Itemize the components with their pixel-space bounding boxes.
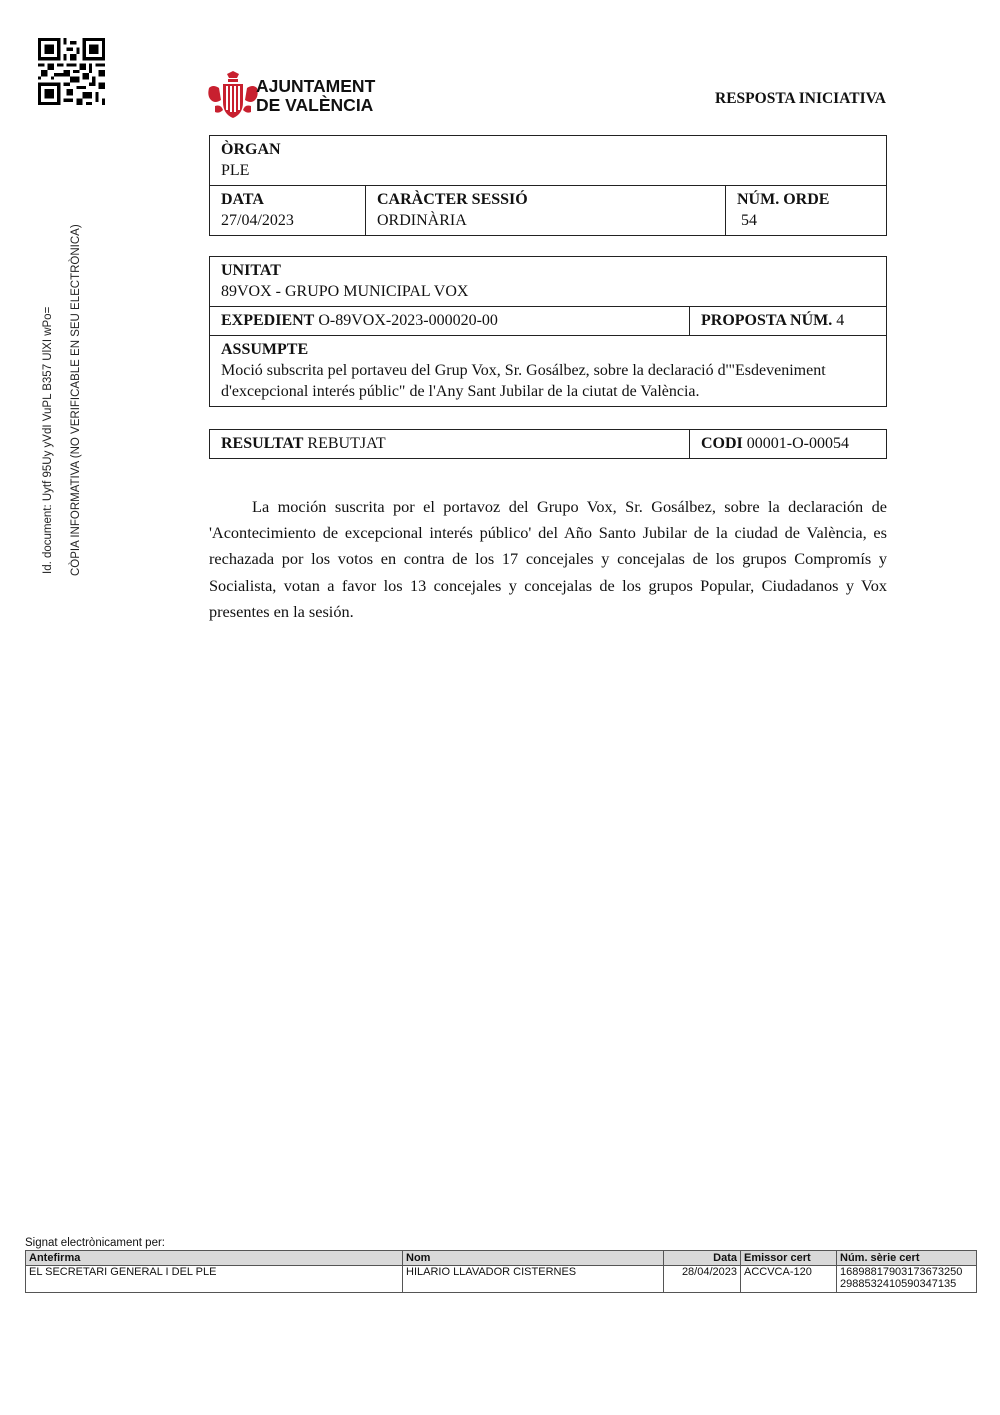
session-table	[209, 135, 887, 236]
expedient-label: EXPEDIENT	[221, 312, 315, 329]
order-cell	[726, 186, 887, 236]
date-value: 27/04/2023	[221, 212, 294, 229]
signer-name: HILARIO LLAVADOR CISTERNES	[403, 1266, 664, 1293]
signature-table	[25, 1250, 977, 1293]
date-cell	[210, 186, 366, 236]
character-cell	[366, 186, 726, 236]
result-table	[209, 429, 887, 459]
code-label: CODI	[701, 435, 743, 452]
document-id-vertical: Id. document: Uytf 95Uy yVdI VuPL B357 UlXI wPo=	[42, 306, 54, 574]
code-cell	[690, 430, 887, 459]
signature-caption: Signat electrònicament per:	[25, 1237, 165, 1249]
header-nom: Nom	[403, 1251, 664, 1266]
proposal-number-value: 4	[836, 312, 845, 329]
qr-code	[38, 38, 105, 105]
subject-value: Moció subscrita pel portaveu del Grup Vox, Sr. Gosálbez, sobre la declaració d'"Esdeveniment d'excepcional interés públic" de l'Any Sant Jubilar de la ciutat de València.	[221, 362, 826, 400]
expedient-value: O-89VOX-2023-000020-00	[318, 312, 498, 329]
subject-cell	[210, 336, 887, 407]
date-label: DATA	[221, 191, 264, 208]
subject-label: ASSUMPTE	[221, 341, 309, 358]
signature-header-row	[26, 1251, 977, 1266]
certificate-serial-line1: 16898817903173673250	[840, 1266, 963, 1278]
body-paragraph: La moción suscrita por el portavoz del Grupo Vox, Sr. Gosálbez, sobre la declaración de 'Acontecimiento de excepcional interés público' del Año Santo Jubilar de la ciudad de València, es rechazada por los votos en contra de los 17 concejales y concejalas de los grupos Compromís y Socialista, votan a favor los 13 concejales y concejalas de los grupos Popular, Ciudadanos y Vox presentes en la sesión.	[209, 497, 887, 621]
code-value: 00001-O-00054	[746, 435, 849, 452]
header-serie: Núm. sèrie cert	[837, 1251, 977, 1266]
order-label: NÚM. ORDE	[737, 191, 830, 208]
header-data: Data	[664, 1251, 741, 1266]
signer-antefirma: EL SECRETARI GENERAL I DEL PLE	[26, 1266, 403, 1293]
expedient-cell	[210, 307, 690, 336]
proposal-number-label: PROPOSTA NÚM.	[701, 312, 833, 329]
document-title: RESPOSTA INICIATIVA	[715, 90, 886, 107]
unit-value: 89VOX - GRUPO MUNICIPAL VOX	[221, 283, 469, 300]
ajuntament-logo-text	[256, 77, 375, 115]
order-value: 54	[741, 212, 757, 229]
proposal-number-cell	[690, 307, 887, 336]
logo-line1: AJUNTAMENT	[256, 76, 376, 96]
result-cell	[210, 430, 690, 459]
character-label: CARÀCTER SESSIÓ	[377, 191, 528, 208]
header-antefirma: Antefirma	[26, 1251, 403, 1266]
result-label: RESULTAT	[221, 435, 304, 452]
header-emissor: Emissor cert	[741, 1251, 837, 1266]
proposal-table	[209, 256, 887, 407]
unit-cell	[210, 257, 887, 307]
certificate-serial-line2: 2988532410590347135	[840, 1278, 957, 1290]
logo-line2: DE VALÈNCIA	[256, 95, 374, 115]
certificate-serial	[837, 1266, 977, 1293]
organ-value: PLE	[221, 162, 250, 179]
character-value: ORDINÀRIA	[377, 212, 467, 229]
unit-label: UNITAT	[221, 262, 281, 279]
organ-cell	[210, 136, 887, 186]
organ-label: ÒRGAN	[221, 141, 281, 158]
table-row	[26, 1266, 977, 1293]
certificate-issuer: ACCVCA-120	[741, 1266, 837, 1293]
city-coat-of-arms-icon	[207, 70, 259, 120]
copy-note-vertical: CÒPIA INFORMATIVA (NO VERIFICABLE EN SEU ELECTRÒNICA)	[70, 224, 82, 576]
signature-date: 28/04/2023	[664, 1266, 741, 1293]
result-value: REBUTJAT	[307, 435, 386, 452]
